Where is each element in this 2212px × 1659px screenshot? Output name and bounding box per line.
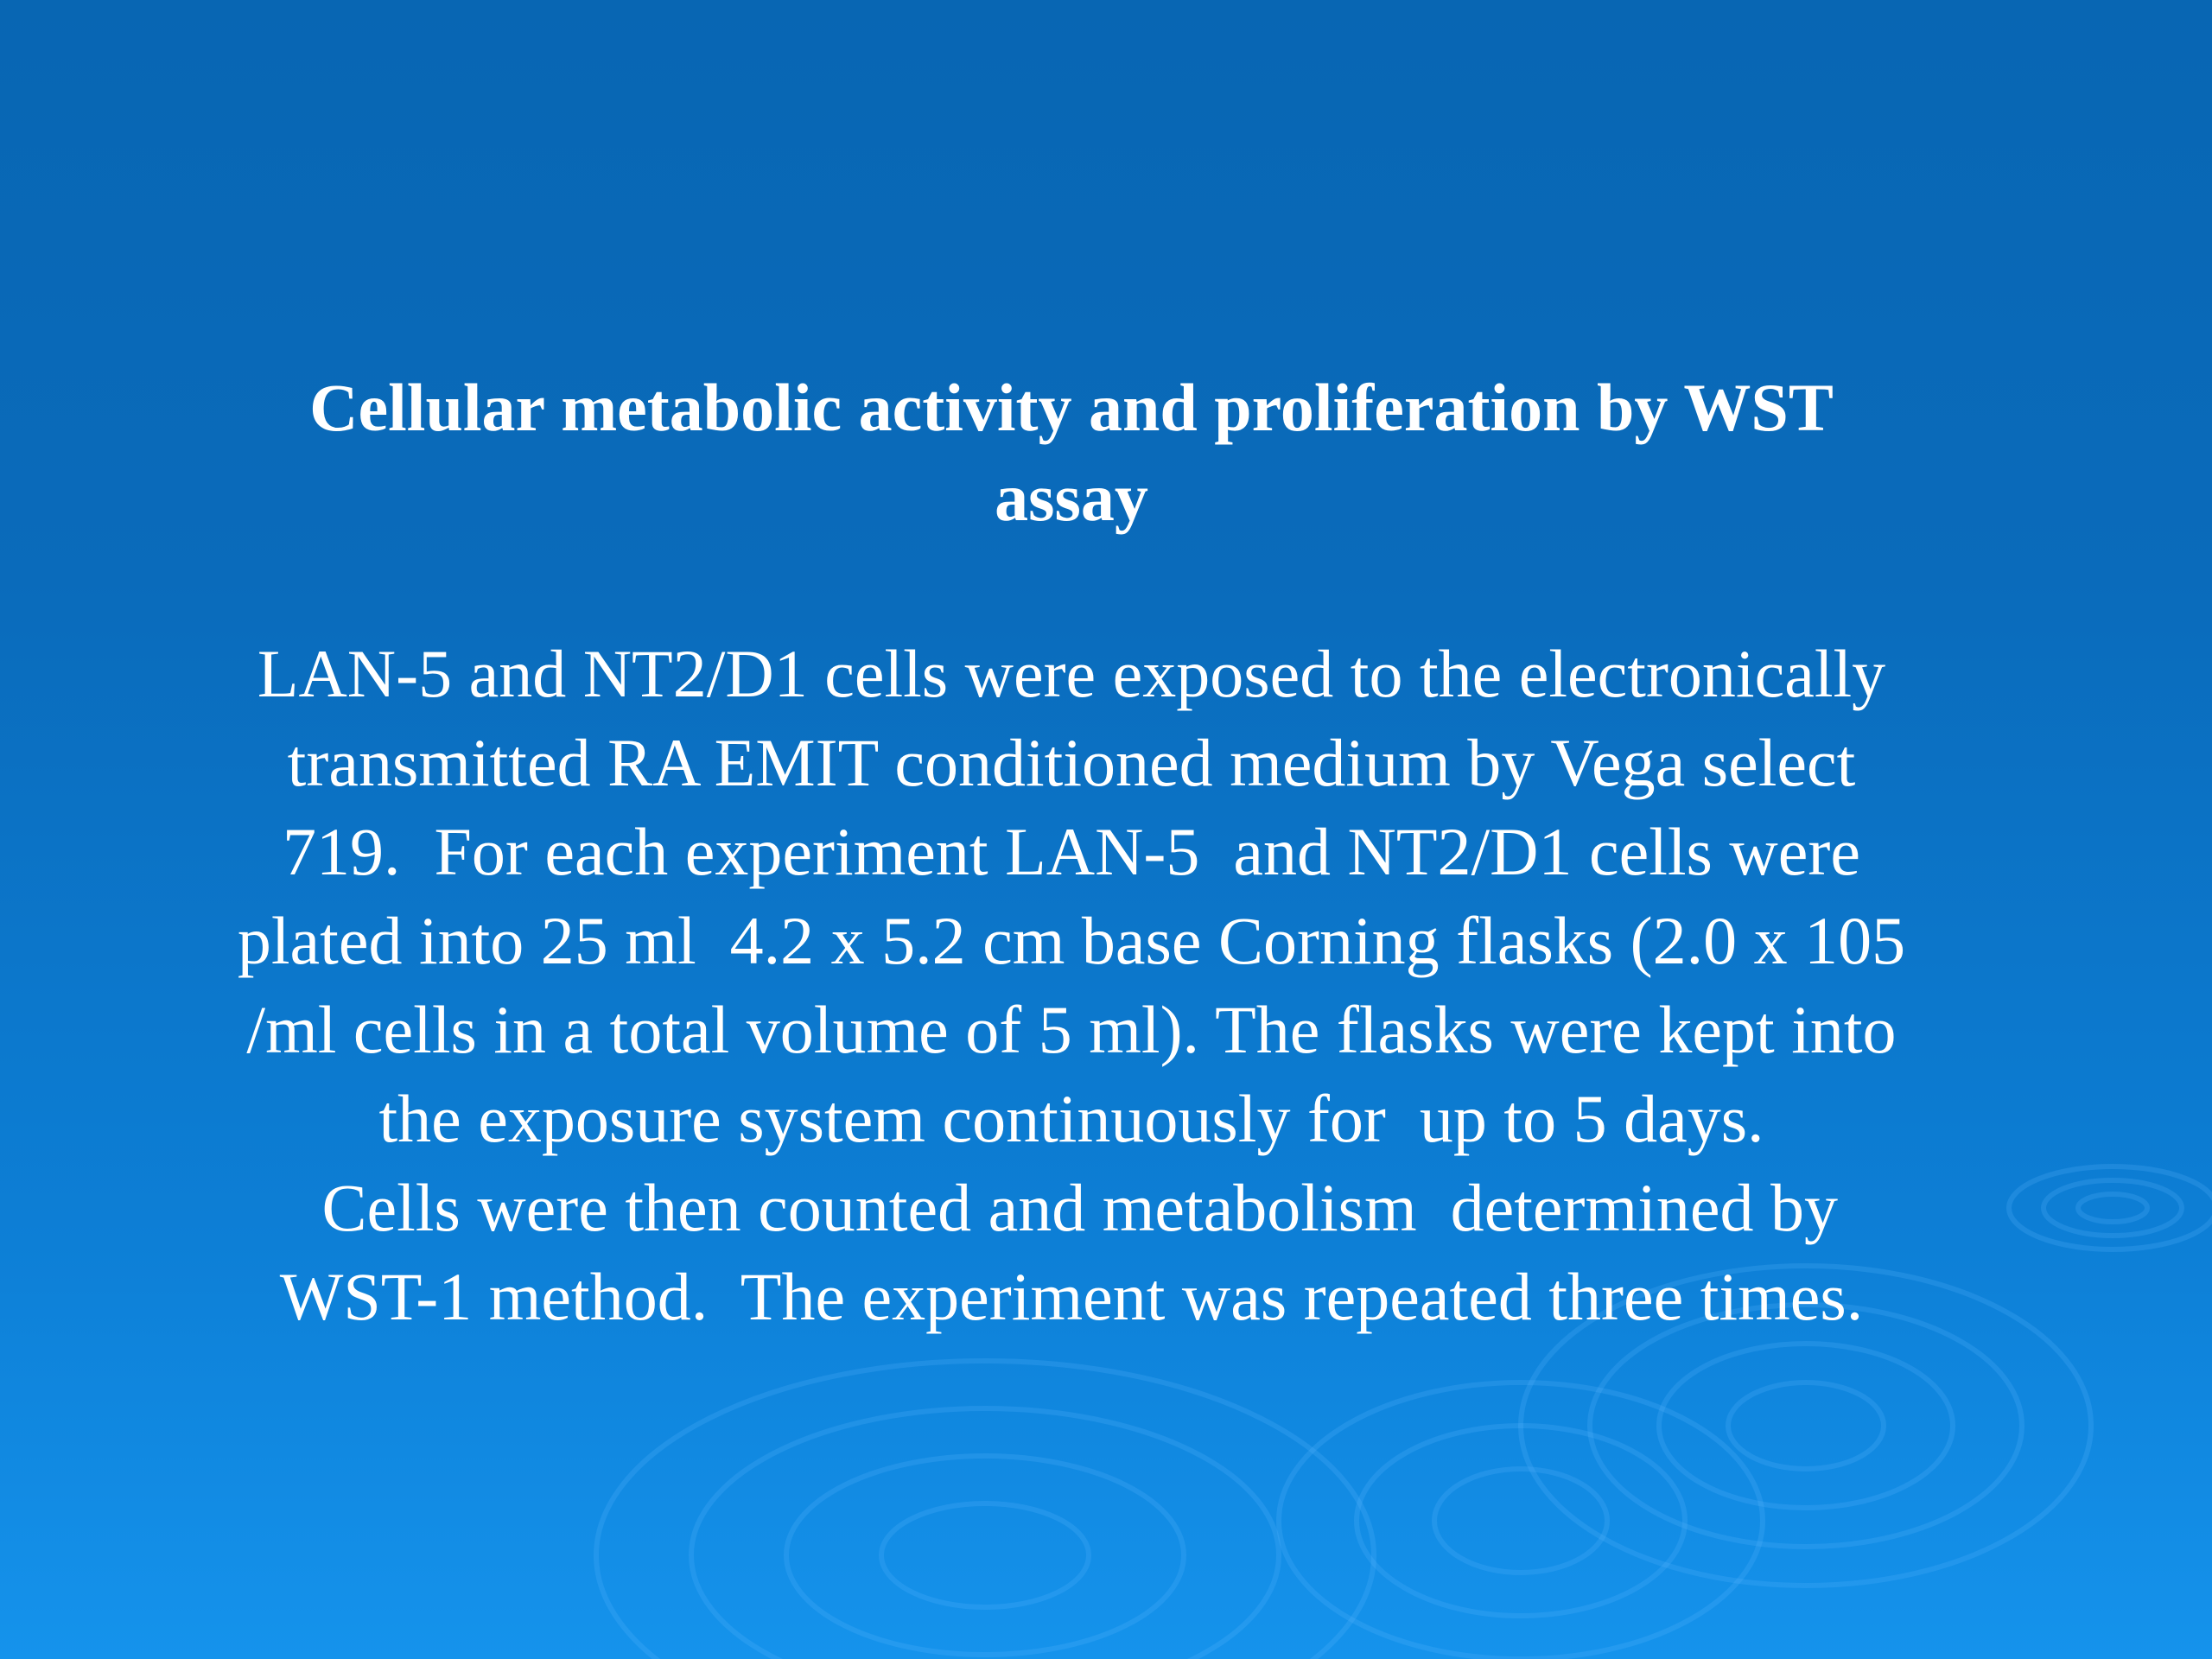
body-text-line: the exposure system continuously for up to 5 days. (378, 1081, 1764, 1156)
slide-title-line: assay (995, 460, 1148, 535)
ripple-ring (1590, 1305, 2022, 1547)
ripple-ring (1728, 1382, 1884, 1469)
ripple-ring (1659, 1344, 1953, 1508)
ripple-ring (1357, 1426, 1685, 1616)
body-text-line: WST-1 method. The experiment was repeated three times. (279, 1259, 1864, 1334)
ripple-ring (691, 1408, 1279, 1659)
ripple-ring (2078, 1194, 2147, 1222)
ripple-ring (786, 1456, 1184, 1655)
body-text-line: /ml cells in a total volume of 5 ml). The flasks were kept into (246, 992, 1897, 1067)
ripple-ring (1279, 1382, 1763, 1659)
slide-content (130, 363, 2013, 1341)
slide-body-text (130, 629, 2013, 1341)
slide-title-line: Cellular metabolic activity and proliferation by WST (309, 370, 1834, 445)
body-text-line: plated into 25 ml 4.2 x 5.2 cm base Corning flasks (2.0 x 105 (237, 903, 1906, 978)
body-text-line: LAN-5 and NT2/D1 cells were exposed to the electronically (257, 636, 1886, 711)
ripple-ring (596, 1361, 1374, 1659)
body-text-line: Cells were then counted and metabolism determined by (304, 1170, 1838, 1245)
body-text-line: 719. For each experiment LAN-5 and NT2/D1 cells were (283, 814, 1860, 889)
slide-title (130, 363, 2013, 543)
ripple-ring (2009, 1166, 2212, 1249)
body-text-line: transmitted RA EMIT conditioned medium by Vega select (287, 725, 1856, 800)
ripple-ring (881, 1503, 1089, 1607)
ripple-ring (2044, 1180, 2182, 1236)
ripple-ring (1434, 1469, 1607, 1573)
